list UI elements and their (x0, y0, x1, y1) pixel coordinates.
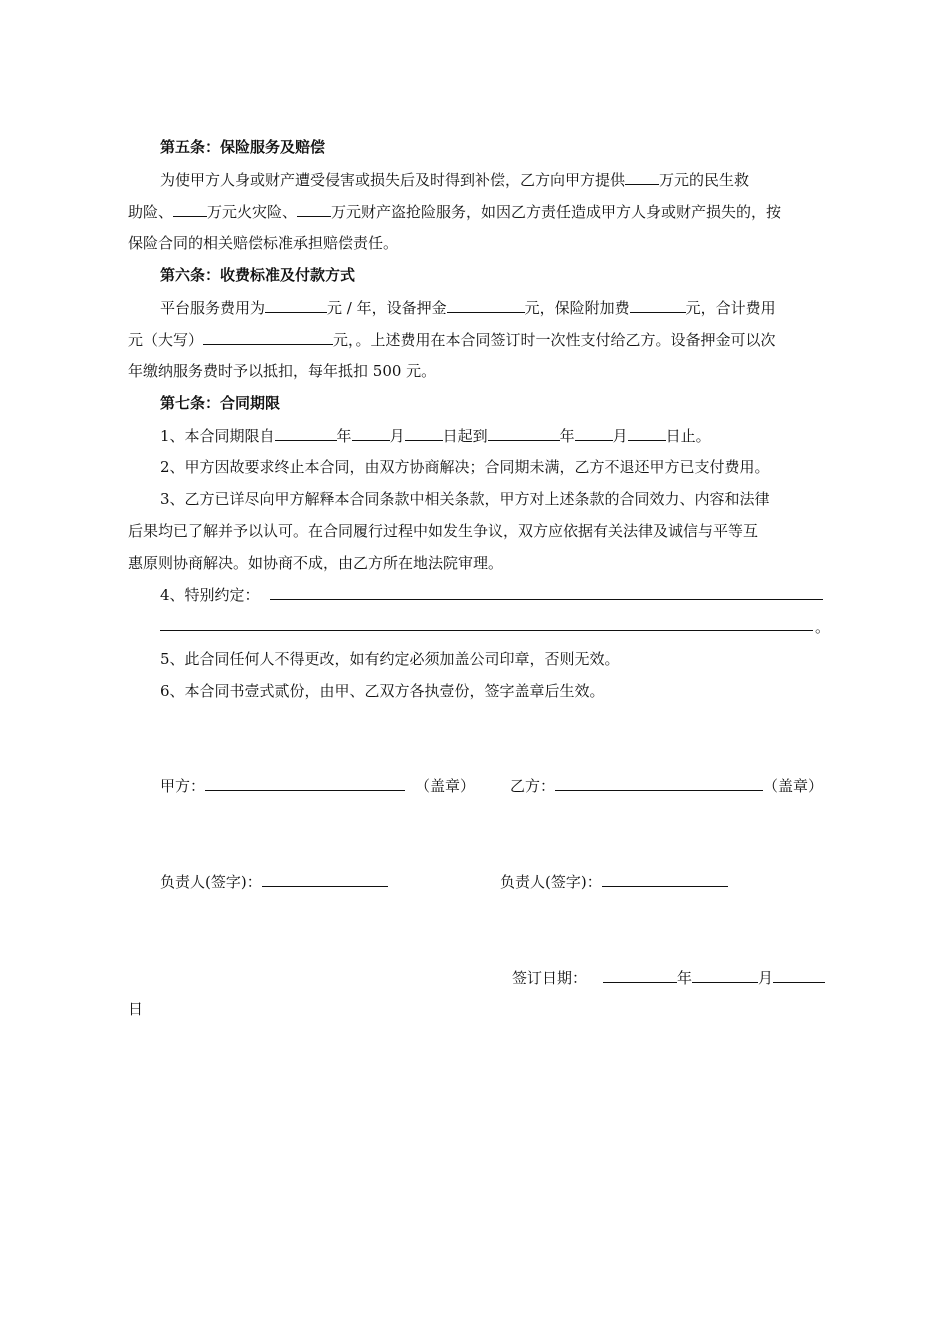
text: 助险、 (128, 203, 174, 221)
text: 月 (612, 427, 628, 445)
party-a-blank (205, 775, 405, 791)
article7-title: 第七条：合同期限 (160, 394, 281, 412)
text: 日起到 (442, 427, 488, 445)
blank-field (265, 297, 327, 313)
text: 月 (758, 969, 774, 987)
special-terms-line2 (160, 630, 813, 631)
party-b-label: 乙方： (510, 777, 556, 795)
party-b-line (510, 775, 823, 796)
special-terms-line1 (270, 599, 823, 600)
blank-field (173, 201, 207, 217)
blank-field (630, 297, 686, 313)
text: 日止。 (665, 427, 711, 445)
text: 万元火灾险、 (207, 203, 298, 221)
article6-line3: 年缴纳服务费时予以抵扣，每年抵扣 500 元。 (128, 362, 437, 380)
seal-b-label: （盖章） (763, 777, 824, 795)
blank-field (447, 297, 525, 313)
article6-line1 (160, 297, 776, 318)
text: 元，保险附加费 (524, 299, 630, 317)
date-month-blank (692, 967, 758, 983)
text: 月 (389, 427, 405, 445)
blank-field (275, 425, 337, 441)
party-a-line (160, 775, 475, 796)
blank-field (488, 425, 560, 441)
blank-field (297, 201, 331, 217)
blank-field (628, 425, 666, 441)
date-year-blank (603, 967, 677, 983)
article6-line2 (128, 329, 776, 350)
sign-date-label: 签订日期： (512, 969, 588, 987)
text: 平台服务费用为 (160, 299, 266, 317)
text: 元 / 年，设备押金 (327, 299, 447, 317)
text: 万元的民生救 (659, 171, 750, 189)
article7-item3-line3: 惠原则协商解决。如协商不成，由乙方所在地法院审理。 (128, 554, 504, 572)
article5-line1 (160, 169, 749, 190)
text: 元（大写） (128, 331, 204, 349)
blank-field (625, 169, 659, 185)
special-terms-end: 。 (815, 618, 831, 636)
seal-a-label: （盖章） (415, 777, 476, 795)
person-b-blank (602, 871, 728, 887)
text: 万元财产盗抢险服务，如因乙方责任造成甲方人身或财产损失的，按 (331, 203, 782, 221)
text: 为使甲方人身或财产遭受侵害或损失后及时得到补偿，乙方向甲方提供 (160, 171, 626, 189)
article5-title: 第五条：保险服务及赔偿 (160, 138, 326, 156)
text: 年 (559, 427, 575, 445)
text: 元，。上述费用在本合同签订时一次性支付给乙方。设备押金可以次 (333, 331, 776, 349)
sign-date-line (512, 967, 825, 988)
text: 元，合计费用 (685, 299, 776, 317)
person-a-blank (262, 871, 388, 887)
article7-item6: 6、本合同书壹式贰份，由甲、乙双方各执壹份，签字盖章后生效。 (160, 682, 605, 700)
article5-line3: 保险合同的相关赔偿标准承担赔偿责任。 (128, 234, 399, 252)
article6-title: 第六条：收费标准及付款方式 (160, 266, 356, 284)
party-a-label: 甲方： (160, 777, 206, 795)
date-day-blank (773, 967, 825, 983)
person-a-line (160, 871, 388, 892)
sign-date-day: 日 (128, 1000, 144, 1018)
person-b-label: 负责人(签字)： (500, 873, 602, 891)
article7-item5: 5、此合同任何人不得更改，如有约定必须加盖公司印章，否则无效。 (160, 650, 620, 668)
blank-field (405, 425, 443, 441)
article7-item4: 4、特别约定： (160, 586, 260, 604)
text: 年 (677, 969, 693, 987)
party-b-blank (555, 775, 763, 791)
blank-field (352, 425, 390, 441)
article7-item3-line1: 3、乙方已详尽向甲方解释本合同条款中相关条款，甲方对上述条款的合同效力、内容和法律 (160, 490, 770, 508)
blank-field (203, 329, 333, 345)
person-b-line (500, 871, 728, 892)
person-a-label: 负责人(签字)： (160, 873, 262, 891)
text: 1、本合同期限自 (160, 427, 275, 445)
blank-field (575, 425, 613, 441)
article7-item2: 2、甲方因故要求终止本合同，由双方协商解决；合同期未满，乙方不退还甲方已支付费用。 (160, 458, 770, 476)
text: 年 (336, 427, 352, 445)
article7-item3-line2: 后果均已了解并予以认可。在合同履行过程中如发生争议，双方应依据有关法律及诚信与平等互 (128, 522, 759, 540)
article7-item1 (160, 425, 711, 446)
article5-line2 (128, 201, 781, 222)
